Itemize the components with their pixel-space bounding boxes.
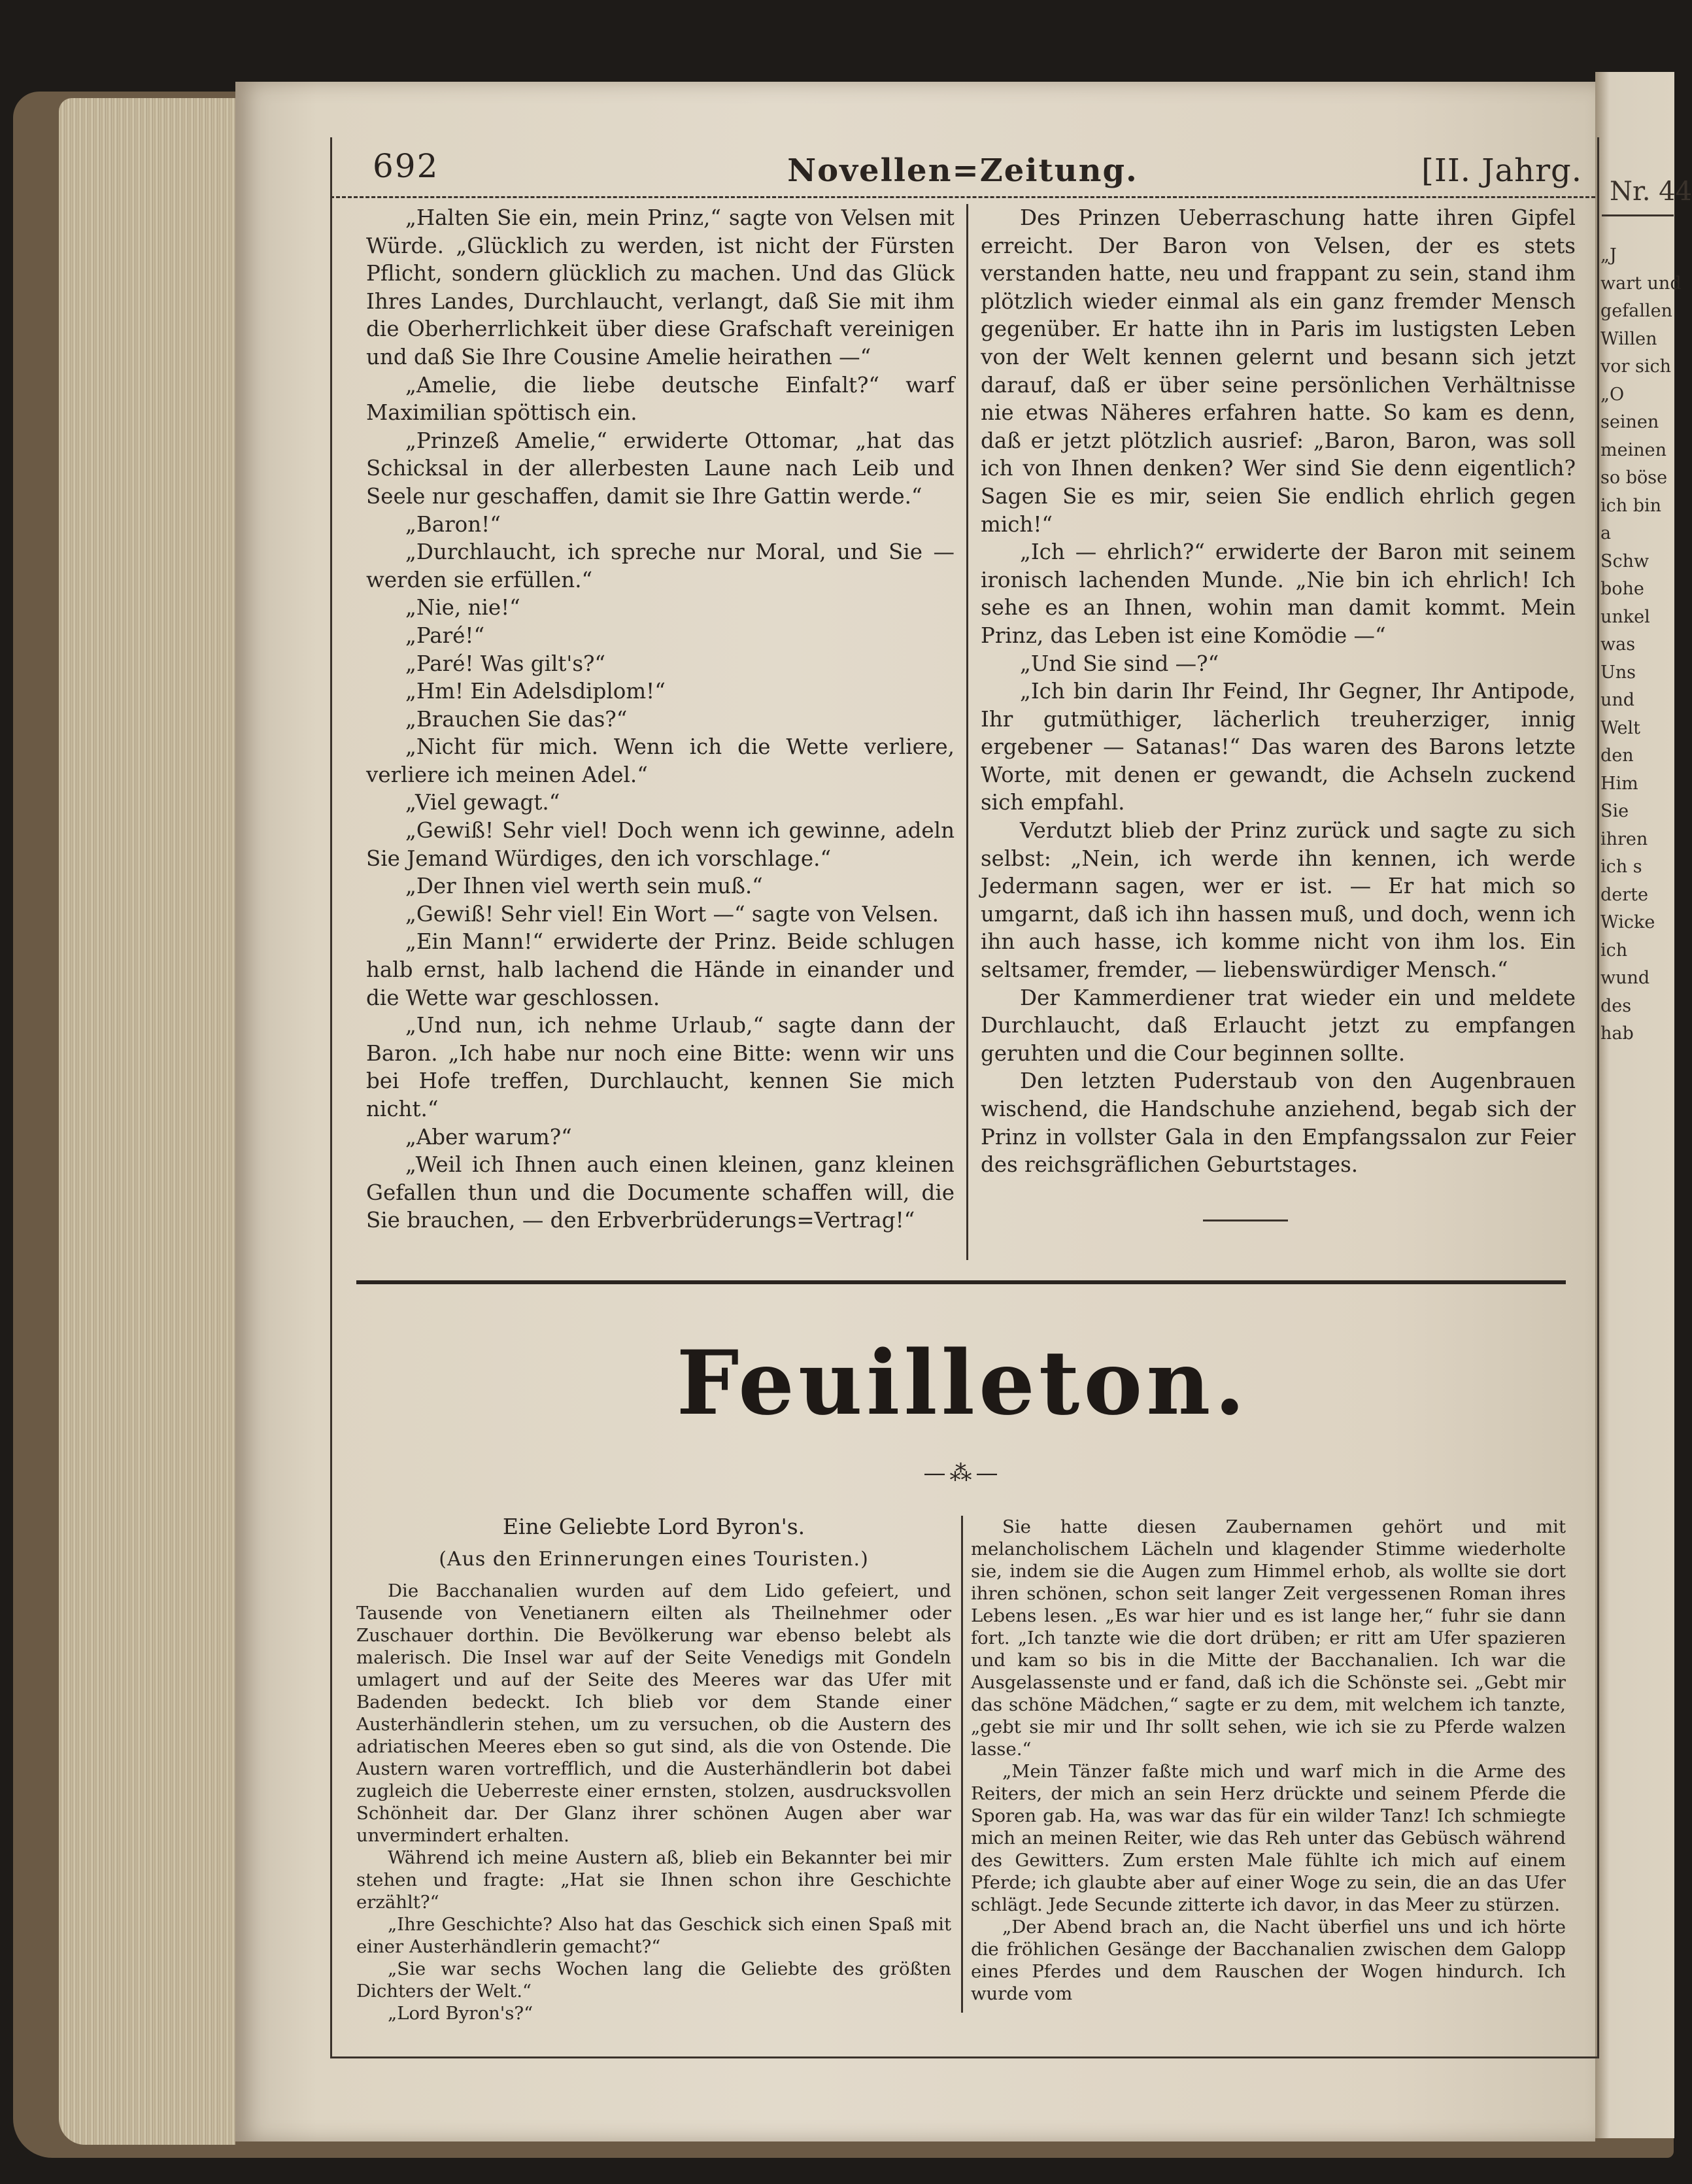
next-page-fragment: so böse [1600, 468, 1668, 488]
paragraph: „Der Ihnen viel werth sein muß.“ [405, 874, 763, 899]
paragraph: Die Bacchanalien wurden auf dem Lido gefeiert, und Tausende von Venetianern eilten als Theilnehmer oder Zuschauer dorthin. Die Bevölkerung war ebenso belebt als malerisch. Die Insel war auf der Seite Venedigs mit Gondeln umlagert und auf der Seite des Meeres war das Ufer mit Badenden bedeckt. Ich blieb vor dem Stande einer Austerhändlerin stehen, um zu versuchen, ob die Austern des adriatischen Meeres eben so gut sind, als die von Ostende. Die Austern waren vortrefflich, und die Austerhändlerin bot dabei zugleich die Ueberreste einer ernsten, stolzen, ausdrucksvollen Schönheit dar. Der Glanz ihrer schönen Augen aber war unvermindert erhalten. [356, 1580, 951, 1846]
next-page-fragments [1600, 242, 1682, 1048]
page-edges [59, 98, 235, 2145]
next-page-fragment: wart und [1600, 273, 1682, 294]
next-page-header: Nr. 44 [1610, 177, 1692, 207]
next-page-fragment: meinen [1600, 439, 1667, 460]
paragraph: Des Prinzen Ueberraschung hatte ihren Gipfel erreicht. Der Baron von Velsen, der es stets verstanden hatte, neu und frappant zu sein, stand ihm plötzlich wieder einmal als ein ganz fremder Mensch gegenüber. Er hatte ihn in Paris im lustigsten Leben von der Welt kennen gelernt und besann sich jetzt darauf, daß er über seine persönlichen Verhältnisse nie etwas Näheres erfahren hatte. So kam es denn, daß er jetzt plötzlich ausrief: „Baron, Baron, was soll ich von Ihnen denken? Wer sind Sie denn eigentlich? Sagen Sie es mir, seien Sie endlich ehrlich gegen mich!“ [981, 205, 1576, 537]
paragraph: „Und Sie sind —?“ [1020, 651, 1219, 676]
paragraph: Verdutzt blieb der Prinz zurück und sagte zu sich selbst: „Nein, ich werde ihn kennen, ich werde Jedermann sagen, wer er ist. — Er hat mich so umgarnt, daß ich ihn hassen muß, und doch, wenn ich ihn auch hasse, ich komme nicht von ihm los. Ein seltsamer, fremder, — liebenswürdiger Mensch.“ [981, 818, 1576, 983]
next-page-fragment: was [1600, 634, 1636, 655]
paragraph: „Lord Byron's?“ [388, 2003, 533, 2024]
next-page-fragment: den [1600, 745, 1634, 766]
story-left-body [356, 1580, 951, 2024]
next-page-fragment: derte [1600, 884, 1648, 905]
paragraph: „Hm! Ein Adelsdiplom!“ [405, 679, 666, 704]
novel-right-column [981, 204, 1576, 1179]
next-page-fragment: ich bin [1600, 495, 1662, 516]
paragraph: „Ihre Geschichte? Also hat das Geschick sich einen Spaß mit einer Austerhändlerin gemacht?“ [356, 1914, 951, 1957]
feuilleton-column-divider [961, 1516, 963, 2013]
next-page-fragment: unkel [1600, 606, 1650, 627]
next-page-fragment: ich [1600, 940, 1628, 961]
feuilleton-right-column [971, 1516, 1566, 2005]
paragraph: „Ich — ehrlich?“ erwiderte der Baron mit seinem ironisch lachenden Munde. „Nie bin ich ehrlich! Ich sehe es an Ihnen, wohin man damit kommt. Mein Prinz, das Leben ist eine Komödie —“ [981, 539, 1576, 648]
paragraph: Den letzten Puderstaub von den Augenbrauen wischend, die Handschuhe anziehend, begab sich der Prinz in vollster Gala in den Empfangssalon zur Feier des reichsgräflichen Geburtstages. [981, 1068, 1576, 1178]
paragraph: „Halten Sie ein, mein Prinz,“ sagte von Velsen mit Würde. „Glücklich zu werden, ist nicht der Fürsten Pflicht, sondern glücklich zu machen. Und das Glück Ihres Landes, Durchlaucht, verlangt, daß Sie mit ihm die Oberherrlichkeit über diese Grafschaft vereinigen und daß Sie Ihre Cousine Amelie heirathen —“ [366, 205, 955, 369]
next-page-fragment: bohe [1600, 579, 1644, 599]
paragraph: Der Kammerdiener trat wieder ein und meldete Durchlaucht, daß Erlaucht jetzt zu empfangen geruhten und die Cour beginnen sollte. [981, 985, 1576, 1066]
paragraph: „Mein Tänzer faßte mich und warf mich in die Arme des Reiters, der mich an sein Herz drückte und seinem Pferde die Sporen gab. Ha, was war das für ein wilder Tanz! Ich schmiegte mich an meinen Reiter, wie das Reh unter das Gebüsch während des Gewitters. Zum ersten Male fühlte ich mich auf einem Pferde; ich glaubte aber auf einer Woge zu sein, die an das Ufer schlägt. Jede Secunde zitterte ich davor, in das Meer zu stürzen. [971, 1761, 1566, 1915]
column-divider [966, 204, 968, 1260]
paragraph: „Gewiß! Sehr viel! Doch wenn ich gewinne, adeln Sie Jemand Würdiges, den ich vorschlage.“ [366, 818, 955, 871]
next-page-fragment: Welt [1600, 717, 1641, 738]
paragraph: „Ein Mann!“ erwiderte der Prinz. Beide schlugen halb ernst, halb lachend die Hände in einander und die Wette war geschlossen. [366, 929, 955, 1010]
story-subtitle: (Aus den Erinnerungen eines Touristen.) [439, 1548, 869, 1571]
paragraph: „Gewiß! Sehr viel! Ein Wort —“ sagte von Velsen. [405, 901, 939, 927]
paragraph: „Sie war sechs Wochen lang die Geliebte des größten Dichters der Welt.“ [356, 1958, 951, 2002]
paragraph: „Viel gewagt.“ [405, 790, 560, 815]
next-page-fragment: des [1600, 995, 1632, 1016]
ornament-divider: —⁂— [923, 1460, 1002, 1486]
next-page-fragment: Schw [1600, 551, 1650, 572]
next-page-fragment: ihren [1600, 828, 1648, 849]
next-page-fragment: und [1600, 690, 1635, 710]
paragraph: Während ich meine Austern aß, blieb ein Bekannter bei mir stehen und fragte: „Hat sie Ihnen schon ihre Geschichte erzählt?“ [356, 1847, 951, 1913]
header-rule [330, 196, 1595, 202]
paragraph: „Paré! Was gilt's?“ [405, 651, 606, 676]
paragraph: „Nicht für mich. Wenn ich die Wette verliere, verliere ich meinen Adel.“ [366, 734, 955, 787]
paragraph: „Amelie, die liebe deutsche Einfalt?“ warf Maximilian spöttisch ein. [366, 372, 955, 426]
journal-title: Novellen=Zeitung. [787, 152, 1138, 189]
next-page-header-rule [1602, 214, 1674, 216]
next-page-fragment: seinen [1600, 412, 1659, 432]
paragraph: „Prinzeß Amelie,“ erwiderte Ottomar, „hat das Schicksal in der allerbesten Laune nach Leib und Seele nur geschaffen, damit sie Ihre Gattin werde.“ [366, 428, 955, 509]
next-page-fragment: Sie [1600, 801, 1629, 821]
next-page-fragment: a [1600, 523, 1612, 543]
next-page-fragment: „O [1600, 384, 1625, 405]
next-page-fragment: „J [1600, 245, 1617, 265]
paragraph: „Aber warum?“ [405, 1124, 572, 1150]
paragraph: „Durchlaucht, ich spreche nur Moral, und Sie — werden sie erfüllen.“ [366, 539, 955, 592]
next-page-fragment: vor sich [1600, 356, 1671, 377]
paragraph: „Ich bin darin Ihr Feind, Ihr Gegner, Ihr Antipode, Ihr gutmüthiger, lächerlich treuherziger, innig ergebener — Satanas!“ Das waren des Barons letzte Worte, mit denen er gewandt, die Achseln zuckend sich empfahl. [981, 679, 1576, 815]
paragraph: Sie hatte diesen Zaubernamen gehört und mit melancholischem Lächeln und klagender Stimme wiederholte sie, indem sie die Augen zum Himmel erhob, als wollte sie dort ihren schönen, schon seit langer Zeit vergessenen Roman ihres Lebens lesen. „Es war hier und es ist lange her,“ fuhr sie dann fort. „Ich tanzte wie die dort drüben; er ritt am Ufer spazieren und kam so bis in die Mitte der Bacchanalien. Ich war die Ausgelassenste und er fand, daß ich die Schönste sei. „Gebt mir das schöne Mädchen,“ sagte er zu dem, mit welchem ich tanzte, „gebt sie mir und Ihr sollt sehen, wie ich sie zu Pferde walzen lasse.“ [971, 1516, 1566, 1760]
end-rule [1203, 1220, 1288, 1221]
next-page-fragment: Uns [1600, 662, 1636, 683]
next-page-fragment: wund [1600, 968, 1650, 988]
next-page-fragment: hab [1600, 1023, 1634, 1044]
page-number: 692 [373, 147, 439, 185]
feuilleton-left-column [356, 1504, 951, 2024]
page-header [330, 141, 1595, 199]
paragraph: „Brauchen Sie das?“ [405, 706, 628, 732]
paragraph: „Weil ich Ihnen auch einen kleinen, ganz kleinen Gefallen thun und die Documente schaffen will, die Sie brauchen, — den Erbverbrüderungs=Vertrag!“ [366, 1152, 955, 1233]
feuilleton-title: Feuilleton. [676, 1331, 1249, 1435]
paragraph: „Und nun, ich nehme Urlaub,“ sagte dann der Baron. „Ich habe nur noch eine Bitte: wenn wir uns bei Hofe treffen, Durchlaucht, kennen Sie mich nicht.“ [366, 1013, 955, 1121]
right-page-edge [1595, 72, 1692, 2138]
paragraph: „Nie, nie!“ [405, 595, 520, 621]
section-rule [356, 1280, 1566, 1284]
paragraph: „Baron!“ [405, 511, 501, 537]
next-page-fragment: ich s [1600, 857, 1642, 877]
next-page-fragment: Wicke [1600, 912, 1655, 932]
story-title: Eine Geliebte Lord Byron's. [502, 1514, 805, 1539]
paragraph: „Der Abend brach an, die Nacht überfiel uns und ich hörte die fröhlichen Gesänge der Bacchanalien zwischen dem Galopp eines Pferdes und dem Rauschen der Wogen hindurch. Ich wurde vom [971, 1917, 1566, 2004]
next-page-fragment: Willen [1600, 328, 1657, 349]
volume-label: [II. Jahrg. [1421, 152, 1582, 189]
next-page-fragment: gefallen [1600, 301, 1672, 321]
next-page-fragment: Him [1600, 773, 1638, 794]
novel-left-column [366, 204, 955, 1235]
paragraph: „Paré!“ [405, 623, 485, 648]
